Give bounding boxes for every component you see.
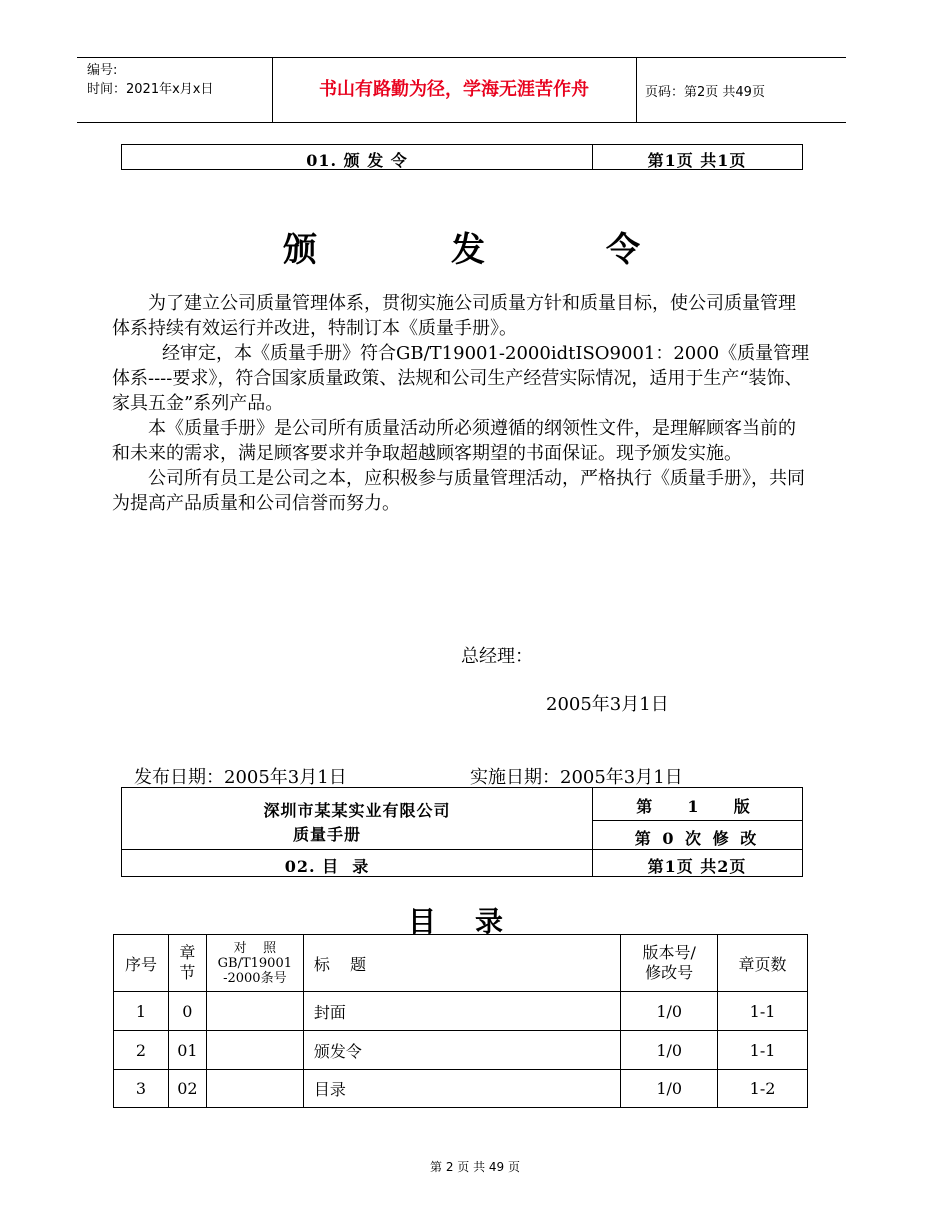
toc-row-version: 1/0 [621, 1031, 718, 1070]
toc-row-seq: 2 [114, 1031, 169, 1070]
effective-date: 实施日期：2005年3月1日 [470, 767, 683, 788]
section2-hdivider-full [122, 849, 802, 850]
toc-header-chapter-text: 章节 [179, 943, 196, 982]
manual-name: 质量手册 [292, 825, 361, 844]
toc-header-ref-line1: 对 照 [233, 940, 277, 956]
toc-row-subject: 目录 [303, 1070, 620, 1108]
toc-row-seq: 1 [114, 992, 169, 1031]
toc-title: 目 录 [408, 905, 503, 938]
section1-title: 01. 颁 发 令 [306, 151, 408, 170]
toc-row-version: 1/0 [621, 1070, 718, 1108]
decree-paragraph-1: 为了建立公司质量管理体系，贯彻实施公司质量方针和质量目标，使公司质量管理体系持续有效运行并改进，特制订本《质量手册》。 [112, 293, 796, 339]
company-name: 深圳市某某实业有限公司 [263, 801, 451, 820]
publish-date: 发布日期：2005年3月1日 [134, 767, 347, 788]
toc-row-pages: 1-1 [718, 992, 808, 1031]
signer-label: 总经理： [461, 646, 533, 667]
toc-header-chapter [168, 935, 206, 992]
decree-paragraph-3: 本《质量手册》是公司所有质量活动所必须遵循的纲领性文件，是理解顾客当前的和未来的需求，满足顾客要求并争取超越顾客期望的书面保证。现予颁发实施。 [112, 418, 796, 464]
toc-row-chapter: 02 [168, 1070, 206, 1108]
table-row [114, 992, 808, 1031]
toc-header-ref-line2: GB/T19001 [217, 955, 292, 971]
toc-row-subject: 颁发令 [303, 1031, 620, 1070]
toc-row-seq: 3 [114, 1070, 169, 1108]
decree-title-char-1: 颁 [283, 230, 317, 270]
header-divider-right [636, 57, 637, 122]
toc-header-version [621, 935, 718, 992]
page-footer: 第 2 页 共 49 页 [430, 1160, 520, 1174]
toc-header-seq: 序号 [114, 935, 169, 992]
document-number-label: 编号: [87, 63, 118, 78]
edition-label: 第 1 版 [636, 797, 758, 816]
toc-header-ref [206, 935, 303, 992]
section2-header-box [121, 787, 803, 877]
toc-row-pages: 1-1 [718, 1031, 808, 1070]
decree-paragraph-4: 公司所有员工是公司之本，应积极参与质量管理活动，严格执行《质量手册》，共同为提高产品质量和公司信誉而努力。 [112, 468, 805, 514]
toc-row-ref [206, 1070, 303, 1108]
section1-title-bar [121, 144, 803, 170]
decree-paragraph-2: 经审定，本《质量手册》符合GB/T19001-2000idtISO9001：2000《质量管理体系----要求》，符合国家质量政策、法规和公司生产经营实际情况，适用于生产“装饰、家具五金”系列产品。 [112, 343, 810, 414]
toc-header-pages: 章页数 [718, 935, 808, 992]
toc-row-ref [206, 1031, 303, 1070]
toc-row-chapter: 01 [168, 1031, 206, 1070]
toc-table [113, 934, 808, 1108]
toc-row-version: 1/0 [621, 992, 718, 1031]
toc-row-subject: 封面 [303, 992, 620, 1031]
table-row [114, 1031, 808, 1070]
header-motto: 书山有路勤为径，学海无涯苦作舟 [319, 79, 589, 100]
decree-title-char-2: 发 [451, 230, 485, 270]
toc-row-ref [206, 992, 303, 1031]
header-bottom-rule [77, 122, 846, 123]
document-time-label: 时间：2021年x月x日 [87, 82, 214, 97]
toc-row-pages: 1-2 [718, 1070, 808, 1108]
decree-body [112, 291, 812, 516]
section2-title: 02. 目 录 [284, 857, 370, 876]
sign-date: 2005年3月1日 [546, 694, 669, 715]
section2-hdivider-right [592, 820, 802, 821]
table-row [114, 1070, 808, 1108]
section1-pages: 第1页 共1页 [647, 151, 747, 170]
toc-header-version-line2: 修改号 [645, 963, 694, 982]
header-page-code: 页码：第2页 共49页 [645, 85, 765, 100]
toc-header-version-line1: 版本号/ [642, 943, 696, 962]
decree-title-char-3: 令 [606, 230, 640, 270]
section2-pages: 第1页 共2页 [647, 857, 747, 876]
toc-header-row [114, 935, 808, 992]
header-top-rule [77, 57, 846, 58]
toc-header-subject: 标 题 [303, 935, 620, 992]
revision-label: 第 0 次 修 改 [634, 829, 760, 848]
toc-row-chapter: 0 [168, 992, 206, 1031]
toc-header-ref-line3: -2000条号 [223, 970, 287, 986]
